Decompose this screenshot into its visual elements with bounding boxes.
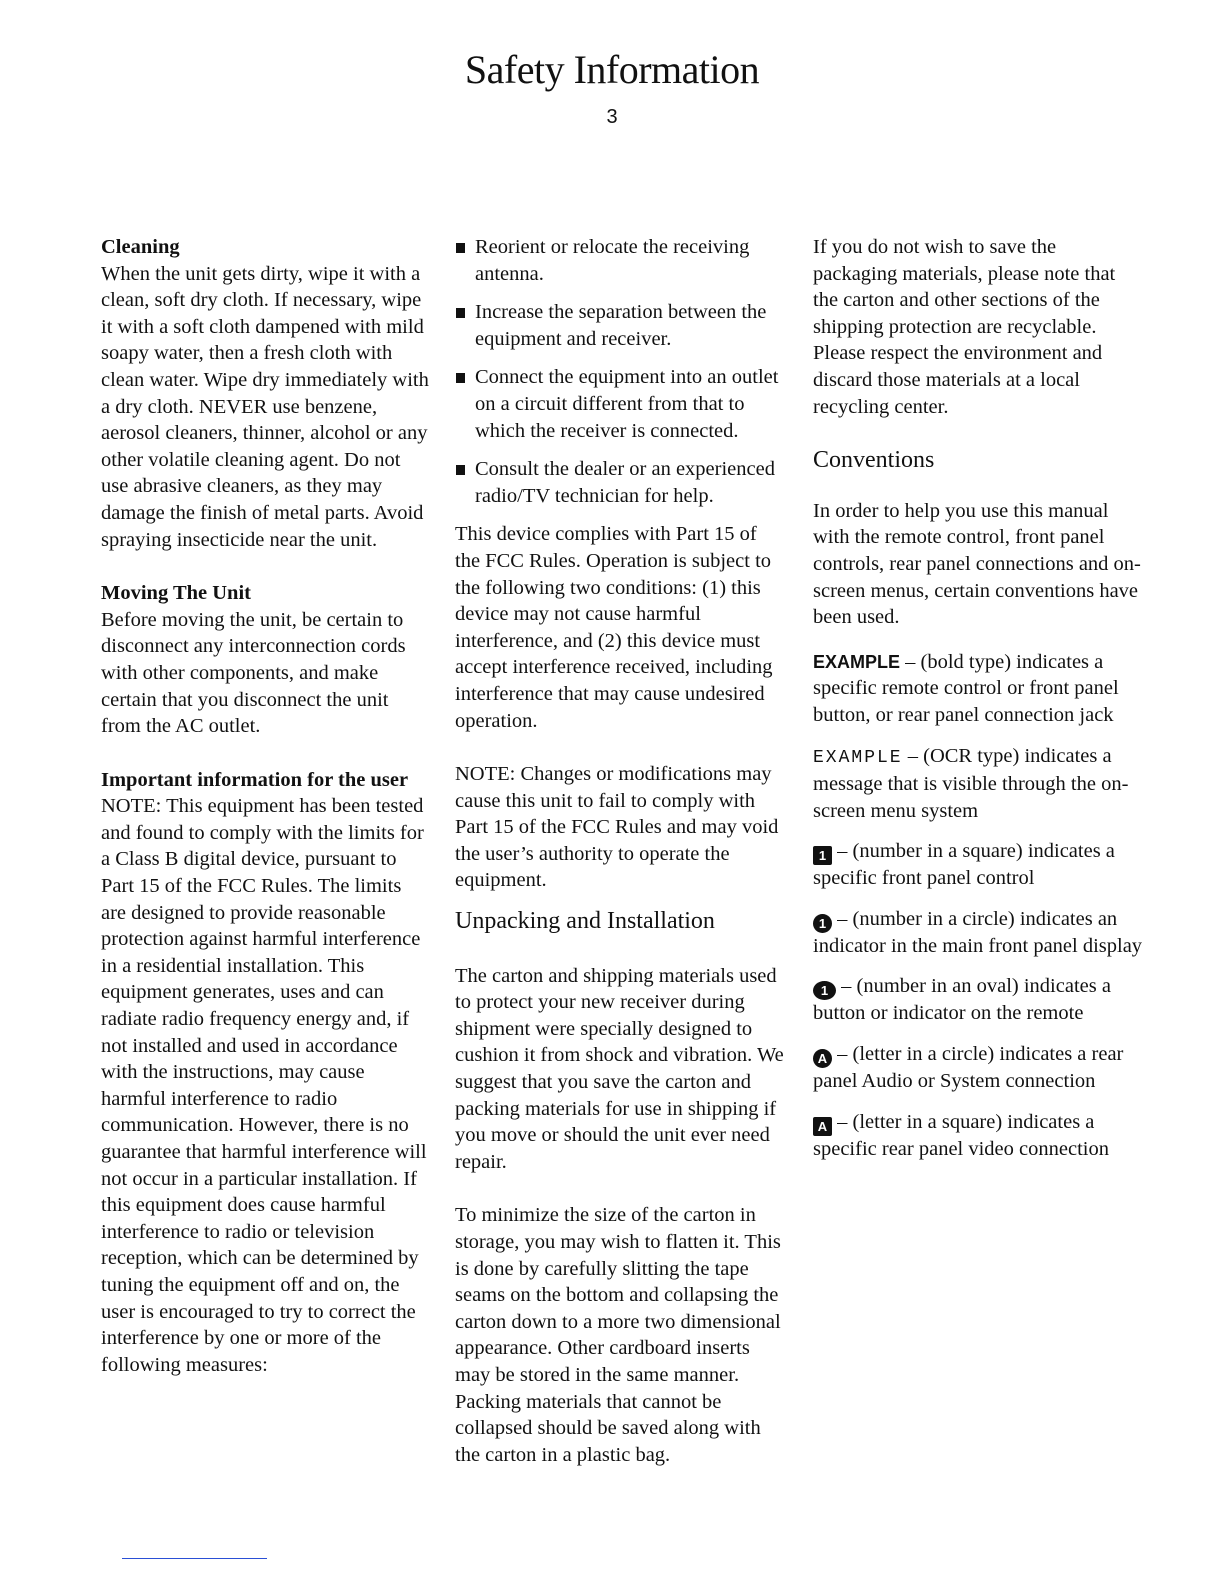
convention-text: – (number in a circle) indicates an indicator in the main front panel display (813, 907, 1143, 957)
convention-text: – (bold type) indicates a specific remote control or front panel button, or rear panel connection jack (813, 650, 1119, 726)
measure-bullet: Reorient or relocate the receiving antenna. (455, 234, 785, 287)
page-number: 3 (606, 106, 618, 128)
page-title: Safety Information (464, 47, 760, 92)
fcc-compliance-text: This device complies with Part 15 of the FCC Rules. Operation is subject to the following two conditions: (1) this device may not cause harmful interference, and (2) this device must accept interference received, including interference that may cause undesired operation. (455, 523, 773, 732)
convention-item (813, 1041, 1143, 1095)
letter-square-icon: A (813, 1117, 832, 1136)
convention-text: – (number in an oval) indicates a button or indicator on the remote (813, 975, 1111, 1025)
cleaning-section (101, 234, 431, 553)
convention-item (813, 906, 1143, 960)
important-heading: Important information for the user (101, 768, 409, 791)
conventions-intro: In order to help you use this manual with the remote control, front panel controls, rear panel connections and on-screen menus, certain conventions have been used. (813, 499, 1141, 629)
convention-text: – (OCR type) indicates a message that is visible through the on-screen menu system (813, 744, 1129, 822)
measure-bullet: Consult the dealer or an experienced radio/TV technician for help. (455, 456, 785, 509)
column-left (101, 234, 431, 1378)
important-text: NOTE: This equipment has been tested and found to comply with the limits for a Class B digital device, pursuant to Part 15 of the FCC Rules. The limits are designed to provide reasonable protection against harmful interference in a residential installation. This equipment generates, uses and can radiate radio frequency energy and, if not installed and used in accordance with the instructions, may cause harmful interference to radio communication. However, there is no guarantee that harmful interference will not occur in a particular installation. If this equipment does cause harmful interference to radio or television reception, which can be determined by tuning the equipment off and on, the user is encouraged to try to correct the interference by one or more of the following measures: (101, 795, 427, 1376)
moving-section (101, 580, 431, 740)
conventions-heading: Conventions (813, 447, 935, 474)
measure-bullet: Connect the equipment into an outlet on a circuit different from that to which the receiver is connected. (455, 364, 785, 444)
convention-item (813, 649, 1143, 729)
unpacking-heading: Unpacking and Installation (455, 908, 715, 935)
footer-rule (122, 1558, 267, 1559)
convention-item (813, 1109, 1143, 1163)
convention-item (813, 838, 1143, 892)
convention-item (813, 973, 1143, 1027)
column-middle (455, 234, 785, 1468)
ocr-example-marker: EXAMPLE (813, 747, 903, 768)
important-section (101, 767, 431, 1379)
bold-example-marker: EXAMPLE (813, 651, 901, 672)
convention-text: – (letter in a square) indicates a specific rear panel video connection (813, 1110, 1109, 1160)
number-oval-icon: 1 (813, 981, 836, 1000)
letter-circle-icon: A (813, 1049, 832, 1068)
moving-heading: Moving The Unit (101, 582, 251, 605)
recycle-text: If you do not wish to save the packaging materials, please note that the carton and other sections of the shipping protection are recyclable. Please respect the environment and discard those materials at a local recycling center. (813, 236, 1116, 418)
cleaning-heading: Cleaning (101, 236, 180, 258)
number-square-icon: 1 (813, 846, 832, 865)
column-right (813, 234, 1143, 1176)
convention-item (813, 743, 1143, 825)
convention-text: – (letter in a circle) indicates a rear panel Audio or System connection (813, 1043, 1124, 1093)
flatten-text: To minimize the size of the carton in storage, you may wish to flatten it. This is done by carefully slitting the tape seams on the bottom and collapsing the carton down to a more two dimensional appearance. Other cardboard inserts may be stored in the same manner. Packing materials that cannot be collapsed should be saved along with the carton in a plastic bag. (455, 1204, 781, 1466)
unpacking-text: The carton and shipping materials used to protect your new receiver during shipment were specially designed to cushion it from shock and vibration. We suggest that you save the carton and packing materials for use in shipping if you move or should the unit ever need repair. (455, 964, 784, 1173)
cleaning-text: When the unit gets dirty, wipe it with a clean, soft dry cloth. If necessary, wipe it with a soft cloth dampened with mild soapy water, then a fresh cloth with clean water. Wipe dry immediately with a dry cloth. NEVER use benzene, aerosol cleaners, thinner, alcohol or any other volatile cleaning agent. Do not use abrasive cleaners, as they may damage the finish of metal parts. Avoid spraying insecticide near the unit. (101, 262, 429, 551)
number-circle-icon: 1 (813, 914, 832, 933)
convention-text: – (number in a square) indicates a specific front panel control (813, 840, 1115, 890)
measure-bullet: Increase the separation between the equipment and receiver. (455, 299, 785, 352)
moving-text: Before moving the unit, be certain to disconnect any interconnection cords with other components, and make certain that you disconnect the unit from the AC outlet. (101, 608, 406, 738)
modification-note: NOTE: Changes or modifications may cause this unit to fail to comply with Part 15 of the FCC Rules and may void the user’s authority to operate the equipment. (455, 763, 779, 892)
